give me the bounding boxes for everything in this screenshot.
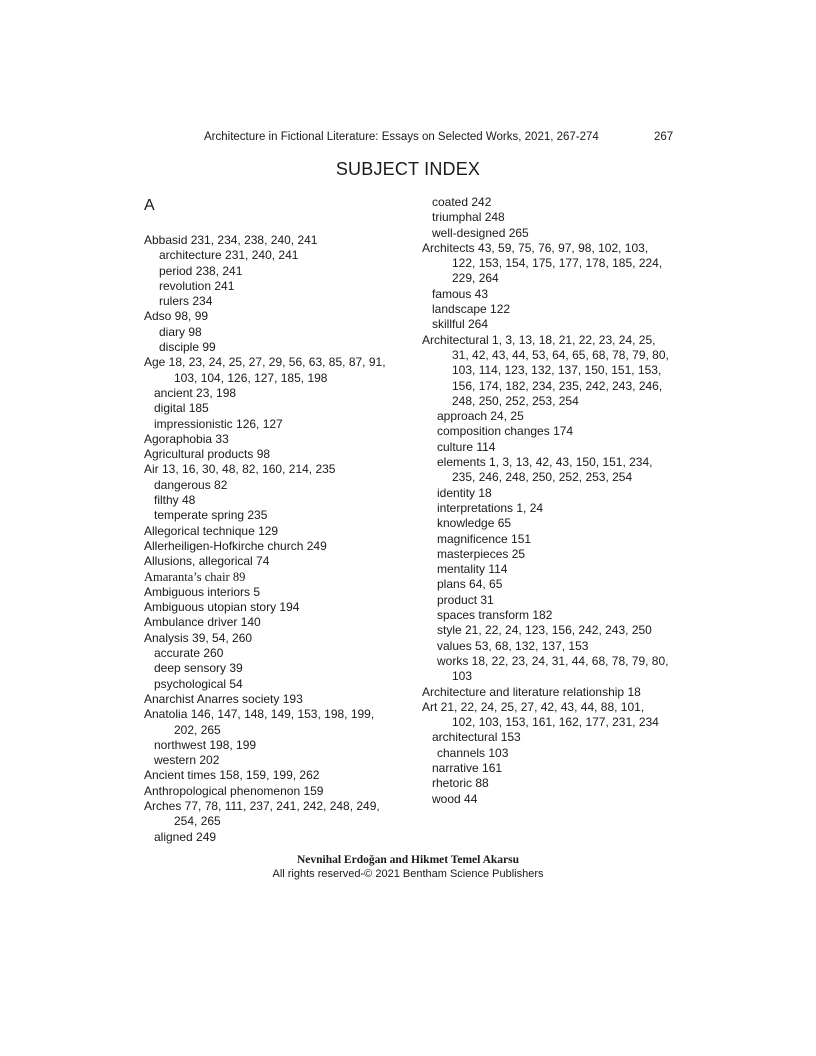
index-entry: 103, 104, 126, 127, 185, 198	[174, 370, 328, 385]
index-entry: impressionistic 126, 127	[154, 416, 283, 431]
index-entry: 248, 250, 252, 253, 254	[452, 393, 579, 408]
index-entry: revolution 241	[159, 278, 235, 293]
index-entry: Ambiguous interiors 5	[144, 584, 261, 599]
index-entry: Art 21, 22, 24, 25, 27, 42, 43, 44, 88, 101,	[422, 699, 645, 714]
index-entry: architectural 153	[432, 730, 521, 745]
index-entry: famous 43	[432, 286, 489, 301]
index-entry: coated 242	[432, 195, 492, 209]
index-entry: style 21, 22, 24, 123, 156, 242, 243, 250	[437, 623, 652, 638]
index-entry: works 18, 22, 23, 24, 31, 44, 68, 78, 79, 80,	[437, 653, 669, 668]
index-entry: Agoraphobia 33	[144, 431, 229, 446]
index-entry: northwest 198, 199	[154, 737, 257, 752]
index-entry: Allegorical technique 129	[144, 523, 279, 538]
index-entry: Ambiguous utopian story 194	[144, 600, 300, 615]
footer-authors: Nevnihal Erdoğan and Hikmet Temel Akarsu	[296, 854, 520, 866]
index-entry: plans 64, 65	[437, 577, 503, 592]
index-entry: filthy 48	[154, 493, 196, 508]
index-entry: Agricultural products 98	[144, 447, 271, 462]
index-entry: diary 98	[159, 324, 202, 339]
index-entry: Analysis 39, 54, 260	[144, 630, 253, 645]
index-entry: 102, 103, 153, 161, 162, 177, 231, 234	[452, 715, 659, 730]
index-entry: digital 185	[154, 401, 209, 416]
index-entry: period 238, 241	[159, 263, 243, 278]
index-entry: channels 103	[437, 745, 509, 760]
index-entry: approach 24, 25	[437, 409, 524, 424]
index-entry: accurate 260	[154, 646, 224, 661]
section-letter: A	[144, 197, 155, 214]
index-entry: Amaranta’s chair 89	[144, 569, 246, 584]
index-entry: 235, 246, 248, 250, 252, 253, 254	[452, 470, 633, 485]
index-entry: Architects 43, 59, 75, 76, 97, 98, 102, 103,	[422, 240, 649, 255]
index-entry: interpretations 1, 24	[437, 500, 544, 515]
index-entry: mentality 114	[437, 562, 508, 577]
index-entry: Age 18, 23, 24, 25, 27, 29, 56, 63, 85, 87, 91,	[144, 355, 386, 370]
index-entry: values 53, 68, 132, 137, 153	[437, 638, 589, 653]
index-entry: rulers 234	[159, 294, 213, 309]
running-head	[0, 131, 816, 147]
index-entry: wood 44	[432, 791, 478, 806]
index-entry: landscape 122	[432, 302, 511, 317]
page-footer	[0, 853, 816, 881]
index-column-right	[422, 195, 682, 807]
index-entry: Arches 77, 78, 111, 237, 241, 242, 248, 249,	[144, 798, 380, 813]
index-entry: 254, 265	[174, 814, 221, 829]
index-entry: identity 18	[437, 485, 492, 500]
index-entry: 229, 264	[452, 271, 499, 286]
index-entry: culture 114	[437, 439, 496, 454]
index-entry: well-designed 265	[432, 225, 529, 240]
index-entry: ancient 23, 198	[154, 385, 237, 400]
index-entry: 156, 174, 182, 234, 235, 242, 243, 246,	[452, 378, 663, 393]
index-entry: Air 13, 16, 30, 48, 82, 160, 214, 235	[144, 462, 336, 477]
index-column-left	[144, 233, 404, 845]
index-entry: aligned 249	[154, 829, 217, 844]
index-entry: Anthropological phenomenon 159	[144, 783, 324, 798]
index-entry: 103	[452, 669, 473, 684]
index-entry: Ancient times 158, 159, 199, 262	[144, 768, 320, 783]
index-entry: rhetoric 88	[432, 776, 489, 791]
index-entry: spaces transform 182	[437, 608, 553, 623]
index-entry: product 31	[437, 592, 494, 607]
index-entry: Allusions, allegorical 74	[144, 554, 270, 569]
footer-copyright: All rights reserved-© 2021 Bentham Science Publishers	[272, 868, 544, 880]
index-entry: disciple 99	[159, 340, 216, 355]
index-entry: architecture 231, 240, 241	[159, 248, 299, 263]
index-entry: elements 1, 3, 13, 42, 43, 150, 151, 234,	[437, 455, 653, 470]
index-entry: composition changes 174	[437, 424, 574, 439]
index-entry: psychological 54	[154, 676, 243, 691]
index-entry: dangerous 82	[154, 477, 228, 492]
running-head-title: Architecture in Fictional Literature: Essays on Selected Works, 2021, 267-274	[204, 131, 599, 143]
index-entry: western 202	[154, 753, 220, 768]
index-entry: 122, 153, 154, 175, 177, 178, 185, 224,	[452, 256, 663, 271]
index-entry: masterpieces 25	[437, 546, 526, 561]
index-entry: Allerheiligen-Hofkirche church 249	[144, 538, 327, 553]
index-entry: skillful 264	[432, 317, 489, 332]
index-entry: temperate spring 235	[154, 508, 268, 523]
page-title: SUBJECT INDEX	[335, 159, 481, 179]
index-entry: Ambulance driver 140	[144, 615, 261, 630]
index-entry: narrative 161	[432, 760, 503, 775]
index-entry: magnificence 151	[437, 531, 532, 546]
index-entry: Anatolia 146, 147, 148, 149, 153, 198, 199,	[144, 707, 375, 722]
index-entry: Adso 98, 99	[144, 309, 209, 324]
page-number: 267	[654, 131, 674, 143]
index-entry: Architecture and literature relationship 18	[422, 684, 641, 699]
index-entry: deep sensory 39	[154, 661, 243, 676]
index-entry: Architectural 1, 3, 13, 18, 21, 22, 23, 24, 25,	[422, 332, 656, 347]
index-entry: 31, 42, 43, 44, 53, 64, 65, 68, 78, 79, 80,	[452, 347, 669, 362]
index-entry: knowledge 65	[437, 516, 512, 531]
index-entry: Abbasid 231, 234, 238, 240, 241	[144, 233, 318, 247]
index-entry: 103, 114, 123, 132, 137, 150, 151, 153,	[452, 363, 662, 378]
index-entry: 202, 265	[174, 722, 221, 737]
index-entry: triumphal 248	[432, 210, 505, 225]
index-entry: Anarchist Anarres society 193	[144, 691, 303, 706]
